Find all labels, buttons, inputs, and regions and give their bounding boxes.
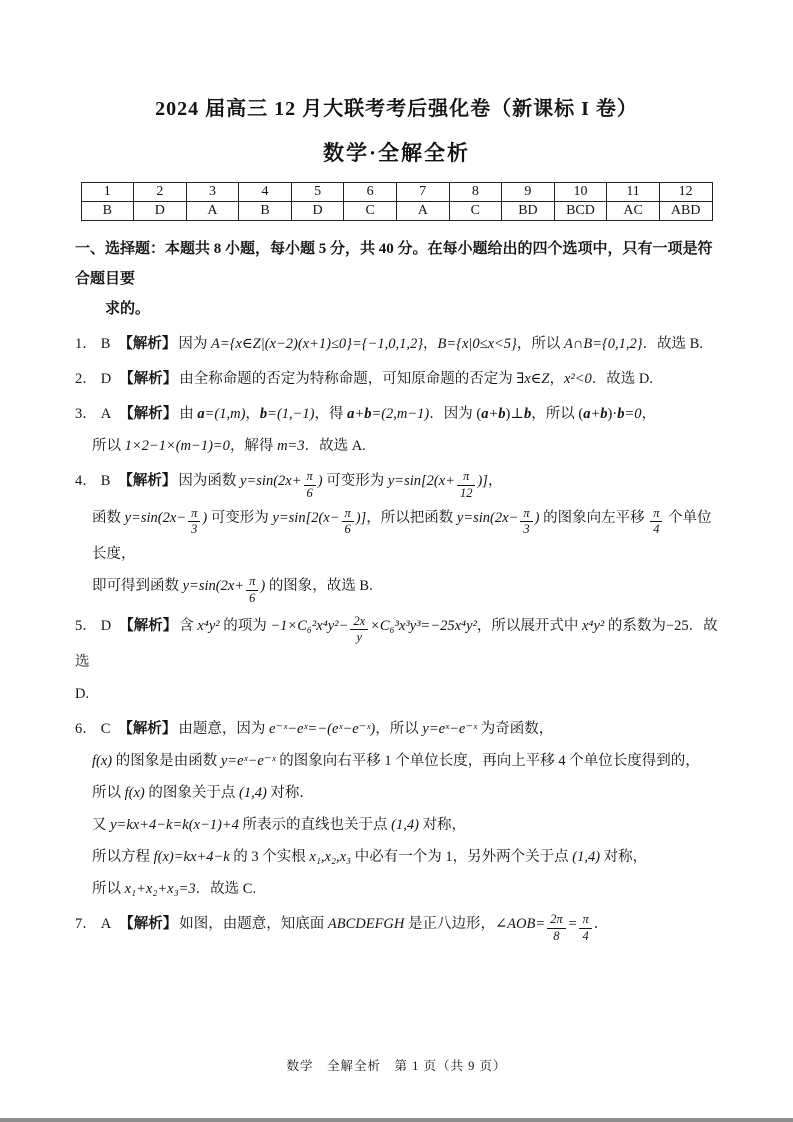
text: 的图象向左平移	[539, 509, 649, 526]
solution-line	[75, 502, 725, 571]
section-heading	[75, 234, 723, 324]
answer-letter: D	[100, 617, 112, 634]
fraction-denominator: 3	[188, 521, 200, 538]
math-text: +	[590, 406, 601, 422]
math-text: ∠AOB=	[495, 916, 546, 932]
answer-letter: D	[100, 371, 112, 387]
answer-cell: D	[291, 202, 344, 221]
answer-table-number-row	[81, 183, 712, 202]
fraction	[579, 912, 591, 944]
math-text: =	[567, 916, 578, 932]
text: 又	[92, 817, 111, 833]
text: 对称，	[600, 849, 648, 865]
fraction	[650, 506, 662, 538]
solution-line	[75, 570, 725, 607]
fraction	[350, 614, 368, 646]
section-heading-line2: 求的。	[105, 301, 151, 317]
question-number: 6．	[75, 721, 97, 737]
text: ，所以把函数	[366, 509, 457, 526]
text: ，	[245, 406, 260, 422]
question-number: 2．	[75, 371, 97, 387]
text: 即可得到函数	[92, 578, 183, 594]
text: 所以	[92, 438, 125, 454]
text: 可变形为	[207, 509, 273, 526]
question-number-cell: 10	[554, 183, 607, 202]
fraction-denominator: 6	[304, 485, 316, 502]
fraction-numerator: π	[191, 505, 198, 520]
math-text: x⁴y²	[582, 617, 605, 634]
text: 是正八边形，	[404, 916, 495, 932]
math-text: y=sin(2x+	[240, 473, 302, 489]
math-text: ∃x∈Z	[516, 371, 550, 387]
answer-cell: B	[239, 202, 292, 221]
text: 因为函数	[178, 473, 241, 489]
analysis-tag: 【解析】	[118, 721, 177, 737]
text: ，所以	[375, 721, 423, 737]
fraction-denominator: 8	[547, 928, 566, 945]
fraction-denominator: 4	[650, 521, 662, 538]
vector-text: a	[481, 406, 489, 422]
scan-edge-line	[0, 1118, 793, 1122]
math-text: =(1,−1)	[267, 406, 315, 422]
text: ．	[593, 916, 609, 932]
fraction-numerator: π	[306, 469, 313, 484]
analysis-tag: 【解析】	[119, 371, 178, 387]
fraction-denominator: y	[350, 629, 368, 646]
question-number-cell: 7	[396, 183, 449, 202]
vector-text: a	[347, 406, 355, 422]
answer-table-answer-row	[81, 202, 712, 221]
text: 为奇函数，	[477, 721, 554, 737]
text: 由题意，因为	[178, 721, 270, 737]
math-text: e⁻ˣ−eˣ=−(eˣ−e⁻ˣ)	[269, 721, 376, 737]
solution-line	[75, 678, 725, 710]
text: ，	[549, 371, 564, 387]
text: 的图象关于点	[144, 785, 239, 801]
vector-text: b	[259, 406, 268, 422]
text: ．故选 B.	[642, 336, 703, 352]
analysis-tag: 【解析】	[119, 617, 178, 634]
text: 的图象向右平移 1 个单位长度，再向上平移 4 个单位长度得到的，	[275, 753, 700, 769]
math-text: y=eˣ−e⁻ˣ	[220, 753, 276, 769]
solution-line	[75, 841, 725, 873]
math-text: =0	[624, 406, 642, 422]
answer-cell: AC	[607, 202, 660, 221]
question-number-cell: 5	[291, 183, 344, 202]
fraction	[304, 469, 316, 501]
math-text: =(2,m−1)	[371, 406, 430, 422]
text: 的 3 个实根	[229, 849, 310, 865]
question-number-cell: 4	[239, 183, 292, 202]
fraction	[188, 506, 200, 538]
answer-letter: A	[100, 916, 112, 932]
fraction-numerator: π	[463, 469, 470, 484]
fraction-numerator: π	[344, 505, 351, 520]
answer-cell: A	[186, 202, 239, 221]
math-text: −1×C₆²x⁴y²−	[270, 617, 349, 634]
question-number-cell: 8	[449, 183, 502, 202]
answer-cell: BD	[502, 202, 555, 221]
text: D.	[75, 686, 90, 702]
math-text: 1×2−1×(m−1)=0	[124, 438, 230, 454]
math-text: y=kx+4−k=k(x−1)+4	[110, 817, 239, 833]
fraction-denominator: 4	[579, 928, 591, 945]
math-text: x²<0	[563, 371, 592, 387]
vector-text: a	[197, 406, 205, 422]
math-text: A∩B={0,1,2}	[563, 336, 643, 352]
page-title: 2024 届高三 12 月大联考考后强化卷（新课标 I 卷）	[155, 98, 638, 120]
solution-first-line	[75, 363, 725, 395]
math-text: )	[202, 509, 208, 526]
fraction	[342, 506, 354, 538]
math-text: )	[534, 509, 540, 526]
math-text: )	[317, 473, 323, 489]
math-text: +	[354, 406, 365, 422]
question-number: 4．	[75, 473, 97, 489]
answer-letter: B	[100, 473, 111, 489]
answer-cell: A	[396, 202, 449, 221]
answer-letter: A	[100, 406, 112, 422]
text: ，	[487, 473, 503, 489]
answer-cell: BCD	[554, 202, 607, 221]
analysis-tag: 【解析】	[118, 336, 177, 352]
fraction	[246, 574, 258, 606]
text: ．因为 (	[429, 406, 482, 422]
solution-line	[75, 430, 725, 462]
fraction-numerator: π	[653, 505, 660, 520]
solution-first-line	[75, 713, 725, 745]
question-number: 5．	[75, 617, 97, 634]
solution-first-line	[75, 908, 725, 945]
question-number: 7．	[75, 916, 97, 932]
solution-line	[75, 745, 725, 777]
solution-item	[75, 363, 725, 395]
text: 含	[179, 617, 198, 634]
question-number-cell: 12	[659, 183, 712, 202]
math-text: f(x)=kx+4−k	[153, 849, 230, 865]
text: ，	[423, 336, 438, 352]
solution-line	[75, 777, 725, 809]
text: 的图象，故选 B.	[265, 578, 373, 594]
solution-first-line	[75, 328, 725, 360]
text: ，得	[314, 406, 348, 422]
math-text: A={x∈Z|(x−2)(x+1)≤0}={−1,0,1,2}	[211, 336, 424, 352]
text: )·	[607, 406, 618, 422]
math-text: x₁+x₂+x₃=3	[124, 881, 196, 897]
answer-key-table	[81, 182, 713, 221]
vector-text: b	[617, 406, 625, 422]
math-text: y=sin[2(x+	[387, 473, 455, 489]
solution-item	[75, 328, 725, 360]
vector-text: b	[364, 406, 372, 422]
solution-item	[75, 465, 725, 607]
math-text: )	[260, 578, 266, 594]
page-footer: 数学 全解全析 第 1 页（共 9 页）	[286, 1059, 507, 1073]
solution-item	[75, 713, 725, 905]
text: ，解得	[229, 438, 278, 454]
question-number-cell: 1	[81, 183, 134, 202]
solution-line	[75, 873, 725, 905]
analysis-tag: 【解析】	[118, 473, 177, 489]
question-number-cell: 11	[607, 183, 660, 202]
text: ，所以	[516, 336, 564, 352]
question-number: 1．	[75, 336, 97, 352]
vector-text: b	[498, 406, 506, 422]
fraction-denominator: 3	[520, 521, 532, 538]
solution-item	[75, 610, 725, 711]
question-number-cell: 6	[344, 183, 397, 202]
text: 所以	[92, 881, 125, 897]
text: 的项为	[219, 617, 271, 634]
question-number: 3．	[75, 406, 97, 422]
math-text: =(1,m)	[204, 406, 246, 422]
question-number-cell: 3	[186, 183, 239, 202]
question-number-cell: 9	[502, 183, 555, 202]
fraction-denominator: 6	[342, 521, 354, 538]
text: ．故选 D.	[591, 371, 654, 387]
math-text: y=sin(2x−	[124, 509, 187, 526]
math-text: (1,4)	[239, 785, 267, 801]
math-text: )]	[477, 473, 488, 489]
vector-text: b	[600, 406, 608, 422]
text: 中必有一个为 1，另外两个关于点	[351, 849, 573, 865]
solution-first-line	[75, 610, 725, 679]
math-text: x⁴y²	[197, 617, 220, 634]
math-text: y=sin[2(x−	[272, 509, 340, 526]
fraction-denominator: 12	[457, 485, 476, 502]
answer-cell: B	[81, 202, 134, 221]
text: 的系数为−25．故选	[75, 617, 718, 670]
math-text: y=sin(2x−	[456, 509, 519, 526]
vector-text: a	[583, 406, 591, 422]
solution-item	[75, 398, 725, 462]
answer-cell: C	[344, 202, 397, 221]
math-text: y=eˣ−e⁻ˣ	[422, 721, 478, 737]
math-text: m=3	[277, 438, 305, 454]
math-text: (1,4)	[572, 849, 601, 865]
answer-cell: D	[134, 202, 187, 221]
fraction	[547, 912, 566, 944]
math-text: y=sin(2x+	[182, 578, 245, 594]
fraction-numerator: π	[582, 912, 589, 927]
text: 对称，	[418, 817, 467, 833]
text: ，所以展开式中	[476, 617, 582, 634]
answer-cell: C	[449, 202, 502, 221]
fraction-numerator: 2π	[550, 912, 563, 927]
vector-text: b	[524, 406, 532, 422]
fraction-numerator: π	[249, 574, 256, 589]
solution-first-line	[75, 465, 725, 502]
analysis-tag: 【解析】	[119, 916, 178, 932]
solution-item	[75, 908, 725, 945]
text: 由	[179, 406, 198, 422]
fraction-numerator: π	[523, 505, 530, 520]
math-text: )]	[355, 509, 367, 526]
answer-letter: C	[100, 721, 111, 737]
text: )⊥	[505, 406, 524, 422]
page-subtitle: 数学·全解全析	[322, 141, 470, 165]
math-text: f(x)	[124, 785, 145, 801]
solution-line	[75, 809, 725, 841]
math-text: x₁,x₂,x₃	[309, 849, 352, 865]
text: ．故选 A.	[304, 438, 366, 454]
text: 函数	[92, 509, 125, 526]
math-text: (1,4)	[391, 817, 419, 833]
math-text: +	[488, 406, 499, 422]
section-heading-line1: 一、选择题：本题共 8 小题，每小题 5 分，共 40 分。在每小题给出的四个选项中，只有一项是符合题目要	[75, 241, 713, 287]
text: 所以方程	[92, 849, 154, 865]
math-text: ×C₆³x³y³=−25x⁴y²	[370, 617, 477, 634]
fraction	[520, 506, 532, 538]
analysis-tag: 【解析】	[119, 406, 178, 422]
fraction-denominator: 6	[246, 590, 258, 607]
text: 的图象是由函数	[112, 753, 221, 769]
text: ．故选 C.	[195, 881, 257, 897]
answer-letter: B	[100, 336, 111, 352]
text: 所以	[92, 785, 125, 801]
text: 可变形为	[322, 473, 388, 489]
math-text: B={x|0≤x<5}	[437, 336, 517, 352]
text: 因为	[178, 336, 212, 352]
math-text: f(x)	[92, 753, 113, 769]
solution-first-line	[75, 398, 725, 430]
text: 由全称命题的否定为特称命题，可知原命题的否定为	[179, 371, 517, 387]
text: 对称．	[266, 785, 314, 801]
text: ，所以 (	[531, 406, 584, 422]
solutions-list	[75, 328, 725, 945]
text: ，	[641, 406, 656, 422]
answer-cell: ABD	[659, 202, 712, 221]
fraction	[457, 469, 476, 501]
question-number-cell: 2	[134, 183, 187, 202]
text: 所表示的直线也关于点	[238, 817, 392, 833]
fraction-numerator: 2x	[353, 613, 366, 628]
text: 如图，由题意，知底面	[179, 916, 328, 932]
math-text: ABCDEFGH	[327, 916, 405, 932]
text: 个单位长度，	[92, 509, 712, 562]
